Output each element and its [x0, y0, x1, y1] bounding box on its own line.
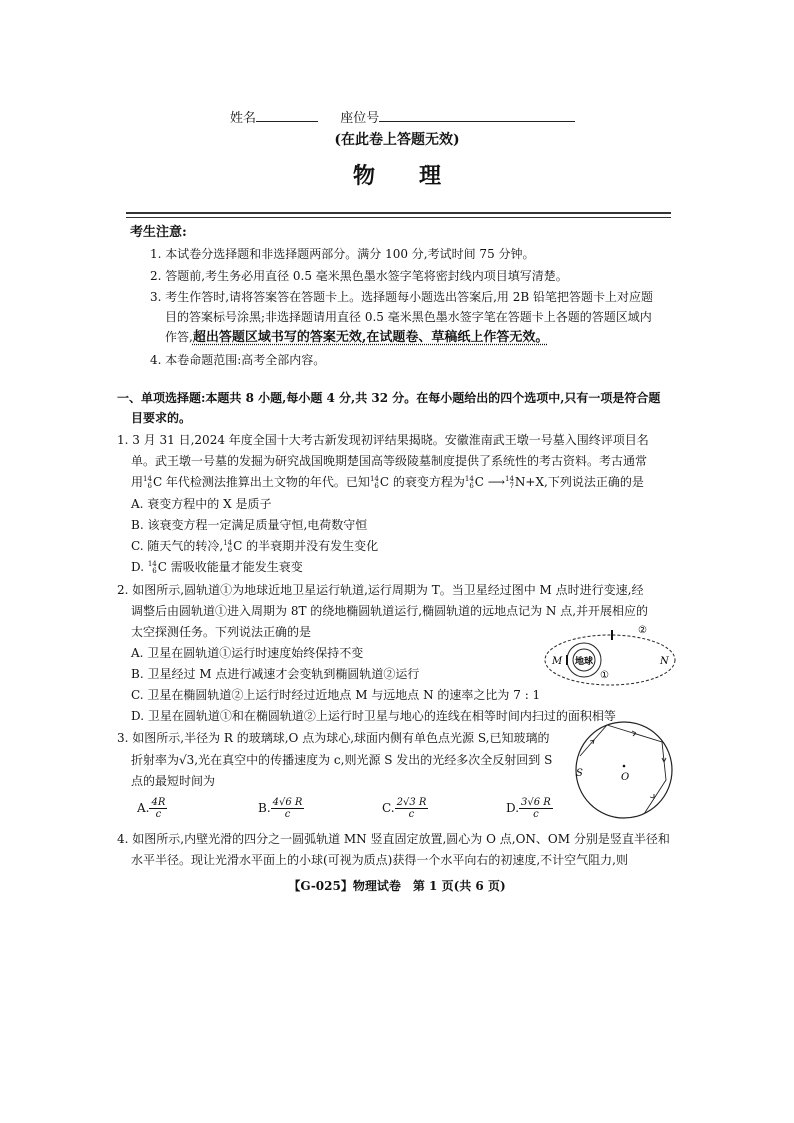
orbit-2-ellipse — [545, 635, 675, 685]
q2-line3: 太空探测任务。下列说法正确的是 — [131, 625, 312, 639]
arrow-icon-4 — [650, 794, 654, 798]
q3-glass-sphere-figure — [572, 718, 676, 822]
q2-option-a: A. 卫星在圆轨道①运行时速度始终保持不变 — [131, 646, 364, 660]
note-warning: 超出答题区域书写的答案无效,在试题卷、草稿纸上作答无效。 — [192, 330, 549, 345]
orbit-2-label: ② — [638, 625, 647, 636]
q1-option-b: B. 该衰变方程一定满足质量守恒,电荷数守恒 — [131, 518, 368, 532]
note-item-3-end — [165, 329, 548, 346]
q1-option-a: A. 衰变方程中的 X 是质子 — [131, 497, 272, 511]
q3-option-b: B. $\frac{4√6 R}{c}$ — [258, 797, 303, 820]
source-s-label: S — [576, 768, 583, 779]
q4-line2: 水平半径。现让光滑水平面上的小球(可视为质点)获得一个水平向右的初速度,不计空气阻力,则 — [131, 853, 628, 867]
q3-line2: 折射率为√3,光在真空中的传播速度为 c,则光源 S 发出的光经多次全反射回到 S — [131, 753, 553, 767]
glass-sphere-circle — [576, 722, 672, 818]
name-seat-row — [230, 109, 575, 127]
q1-line2: 单。武王墩一号墓的发掘为研究战国晚期楚国高等级陵墓制度提供了系统性的考古资料。考古通常 — [131, 454, 648, 468]
q3-option-c: C. $\frac{2√3 R}{c}$ — [382, 797, 427, 820]
header-rule — [126, 212, 671, 214]
q3-option-a: A. $\frac{4R}{c}$ — [137, 797, 166, 820]
header-rule-thin — [126, 217, 671, 218]
q2-orbit-figure — [540, 620, 680, 688]
note-item-4: 4. 本卷命题范围:高考全部内容。 — [150, 353, 326, 367]
earth-label: 地球 — [574, 657, 594, 667]
seat-field[interactable] — [379, 109, 575, 122]
notice-text: (在此卷上答题无效) — [334, 132, 460, 148]
m-point-label: M — [552, 656, 563, 667]
q1-option-c: C. 随天气的转冷, 14 6 C 的半衰期并没有发生变化 — [131, 538, 379, 554]
page-footer: 【G-025】物理试卷 第 1 页(共 6 页) — [288, 879, 506, 893]
q4-line1: 4. 如图所示,内壁光滑的四分之一圆弧轨道 MN 竖直固定放置,圆心为 O 点,ON、OM 分别是竖直半径和 — [117, 832, 670, 846]
light-path — [580, 725, 666, 814]
q2-option-d: D. 卫星在圆轨道①和在椭圆轨道②上运行时卫星与地心的连线在相等时间内扫过的面积相等 — [131, 709, 616, 723]
q2-line1: 2. 如图所示,圆轨道①为地球近地卫星运行轨道,运行周期为 T。当卫星经过图中 M 点时进行变速,经 — [117, 583, 644, 597]
note-item-3: 3. 考生作答时,请将答案答在答题卡上。选择题每小题选出答案后,用 2B 铅笔把答题卡上对应题 — [150, 290, 653, 304]
subject-title: 物 理 — [352, 163, 441, 189]
q2-option-b: B. 卫星经过 M 点进行减速才会变轨到椭圆轨道②运行 — [131, 667, 420, 681]
q1-line3: 用 14 6 C 年代检测法推算出土文物的年代。已知 14 6 C 的衰变方程为 14 6 C ⟶ 14 7 N+X,下列说法正确的是 — [131, 474, 644, 490]
center-point — [623, 765, 626, 768]
note-item-3-lead: 作答, — [165, 330, 193, 344]
name-field[interactable] — [256, 109, 318, 122]
q3-line1: 3. 如图所示,半径为 R 的玻璃球,O 点为球心,球面内侧有单色点光源 S,已知玻璃的 — [117, 731, 550, 745]
q2-option-c: C. 卫星在椭圆轨道②上运行时经过近地点 M 与远地点 N 的速率之比为 7 : 1 — [131, 688, 541, 702]
orbit-1-label: ① — [600, 670, 609, 681]
note-item-2: 2. 答题前,考生务必用直径 0.5 毫米黑色墨水签字笔将密封线内项目填写清楚。 — [150, 269, 568, 283]
q3-option-d: D. $\frac{3√6 R}{c}$ — [506, 797, 551, 820]
name-label: 姓名 — [230, 111, 257, 126]
note-item-1: 1. 本试卷分选择题和非选择题两部分。满分 100 分,考试时间 75 分钟。 — [150, 247, 535, 261]
q1-option-d: D. 14 6 C 需吸收能量才能发生衰变 — [131, 559, 303, 575]
center-o-label: O — [621, 772, 630, 783]
note-item-3-cont: 目的答案标号涂黑;非选择题请用直径 0.5 毫米黑色墨水签字笔在答题卡上各题的答题区域内 — [165, 310, 652, 324]
seat-label: 座位号 — [340, 111, 380, 126]
q1-line1: 1. 3 月 31 日,2024 年度全国十大考古新发现初评结果揭晓。安徽淮南武王墩一号墓入围终评项目名 — [117, 433, 649, 447]
q3-line3: 点的最短时间为 — [131, 774, 216, 788]
section1-heading: 一、单项选择题:本题共 8 小题,每小题 4 分,共 32 分。在每小题给出的四个选项中,只有一项是符合题 — [117, 391, 661, 405]
n-point-label: N — [660, 656, 669, 667]
notes-title: 考生注意: — [130, 225, 187, 240]
section1-heading-cont: 目要求的。 — [131, 411, 192, 425]
q2-line2: 调整后由圆轨道①进入周期为 8T 的绕地椭圆轨道运行,椭圆轨道的远地点记为 N 点,并开展相应的 — [131, 604, 649, 618]
